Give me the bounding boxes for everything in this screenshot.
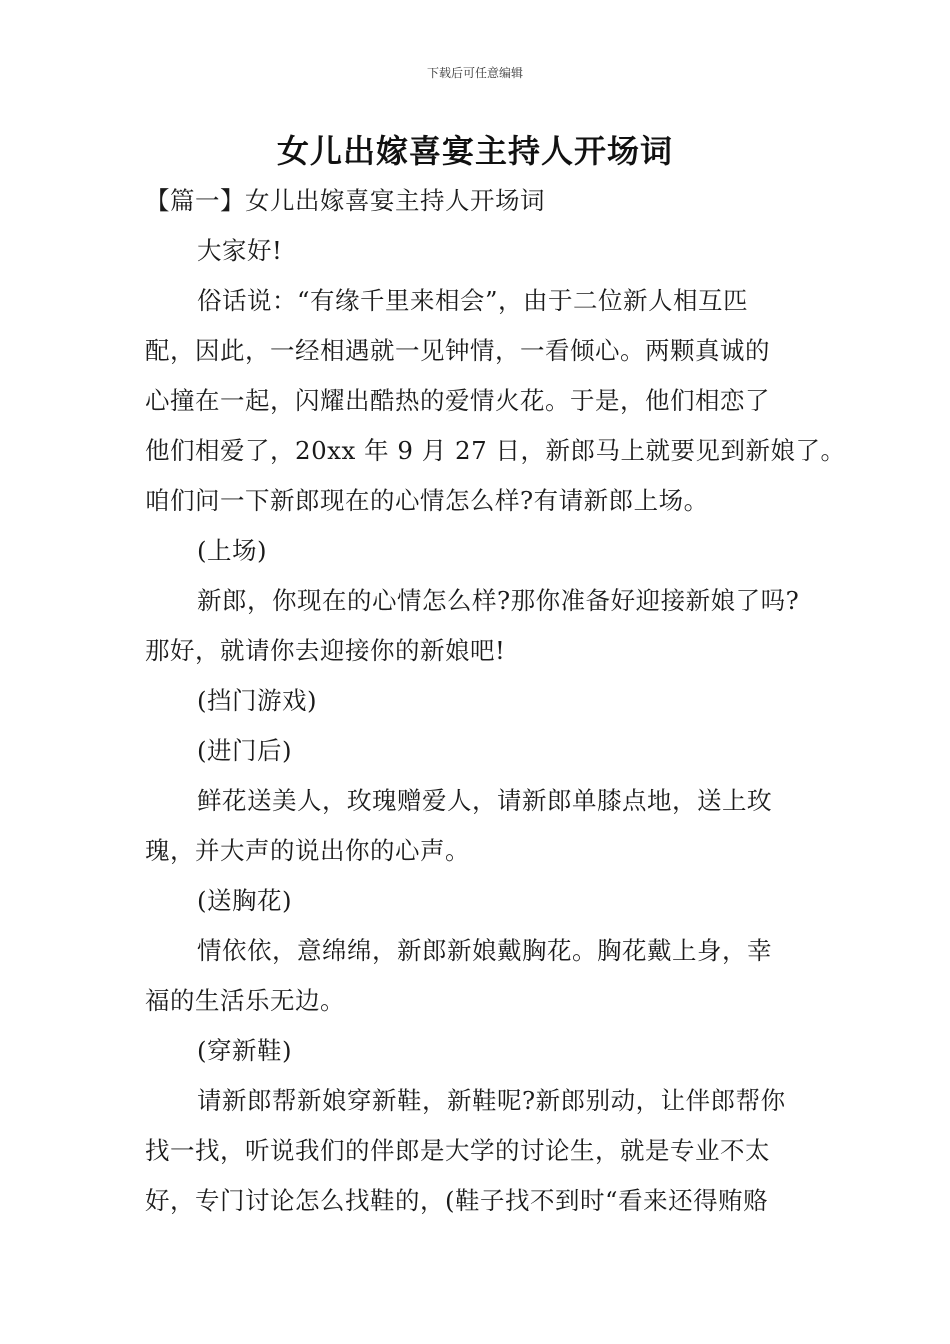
paragraph-line: 请新郎帮新娘穿新鞋，新鞋呢?新郎别动，让伴郎帮你: [197, 1086, 786, 1115]
paragraph-line: 福的生活乐无边。: [145, 986, 345, 1015]
paragraph-line: 新郎，你现在的心情怎么样?那你准备好迎接新娘了吗?: [197, 586, 800, 615]
paragraph-line: (挡门游戏): [197, 686, 318, 715]
paragraph-line: 他们相爱了，20xx 年 9 月 27 日，新郎马上就要见到新娘了。: [145, 436, 846, 465]
paragraph-line: 俗话说：“有缘千里来相会”，由于二位新人相互匹: [197, 286, 749, 315]
section-heading: 【篇一】女儿出嫁喜宴主持人开场词: [145, 186, 545, 215]
paragraph-line: 大家好!: [197, 236, 283, 265]
paragraph-line: 那好，就请你去迎接你的新娘吧!: [145, 636, 506, 665]
paragraph-line: 情依依，意绵绵，新郎新娘戴胸花。胸花戴上身，幸: [197, 936, 772, 965]
document-body: [145, 176, 846, 1226]
header-note: 下载后可任意编辑: [426, 66, 523, 80]
paragraph-line: (送胸花): [197, 886, 293, 915]
paragraph-line: 瑰，并大声的说出你的心声。: [145, 836, 470, 865]
paragraph-line: (进门后): [197, 736, 293, 765]
paragraph-line: 咱们问一下新郎现在的心情怎么样?有请新郎上场。: [145, 486, 709, 515]
document-title: 女儿出嫁喜宴主持人开场词: [276, 132, 673, 170]
paragraph-line: 心撞在一起，闪耀出酷热的爱情火花。于是，他们相恋了: [145, 386, 770, 415]
paragraph-line: 配，因此，一经相遇就一见钟情，一看倾心。两颗真诚的: [145, 336, 770, 365]
paragraph-line: 鲜花送美人，玫瑰赠爱人，请新郎单膝点地，送上玫: [197, 786, 772, 815]
paragraph-line: (上场): [197, 536, 268, 565]
paragraph-line: 找一找，听说我们的伴郎是大学的讨论生，就是专业不太: [145, 1136, 770, 1165]
paragraph-line: 好，专门讨论怎么找鞋的，(鞋子找不到时“看来还得贿赂: [145, 1186, 769, 1215]
paragraph-line: (穿新鞋): [197, 1036, 293, 1065]
